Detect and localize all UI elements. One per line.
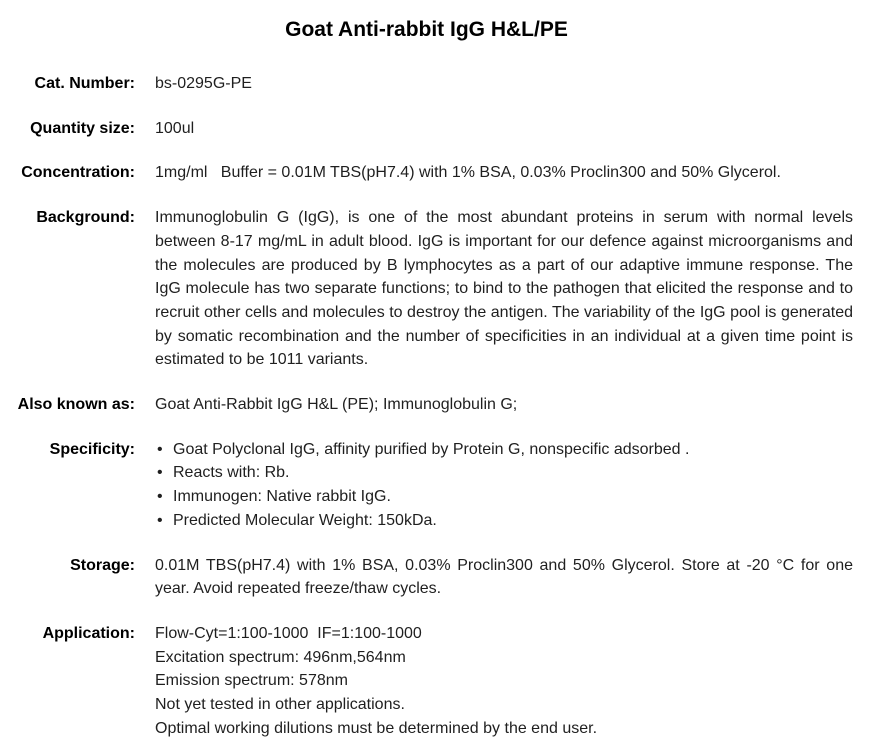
specificity-bullet-item: • Goat Polyclonal IgG, affinity purified by Protein G, nonspecific adsorbed . <box>155 438 853 462</box>
application-label: Application: <box>42 624 135 642</box>
specificity-bullet-item: • Reacts with: Rb. <box>155 461 853 485</box>
concentration-label: Concentration: <box>21 164 135 182</box>
storage-label: Storage: <box>70 556 135 574</box>
background-label: Background: <box>36 209 135 227</box>
storage-value: 0.01M TBS(pH7.4) with 1% BSA, 0.03% Proclin300 and 50% Glycerol. Store at -20 °C for one year. Avoid repeated freeze/thaw cycles. <box>155 556 853 598</box>
specificity-value <box>155 438 853 533</box>
row-concentration <box>0 161 853 185</box>
cat-number-label: Cat. Number: <box>34 75 135 92</box>
row-specificity <box>0 438 853 533</box>
application-line: Flow-Cyt=1:100-1000 IF=1:100-1000 <box>155 624 422 642</box>
row-also-known-as <box>0 393 853 417</box>
application-value <box>155 622 853 741</box>
quantity-size-value: 100ul <box>155 119 195 137</box>
also-known-as-value: Goat Anti-Rabbit IgG H&L (PE); Immunoglobulin G; <box>155 396 518 414</box>
concentration-value: 1mg/ml Buffer = 0.01M TBS(pH7.4) with 1% BSA, 0.03% Proclin300 and 50% Glycerol. <box>155 164 781 182</box>
row-quantity-size <box>0 117 853 141</box>
specificity-bullet-item: • Predicted Molecular Weight: 150kDa. <box>155 509 853 533</box>
specificity-label: Specificity: <box>49 440 135 458</box>
specificity-bullet-list <box>155 438 853 533</box>
cat-number-value: bs-0295G-PE <box>155 75 252 92</box>
background-value: Immunoglobulin G (IgG), is one of the most abundant proteins in serum with normal levels between 8-17 mg/mL in adult blood. IgG is important for our defence against microorganisms and the molecules are produced by B lymphocytes as a part of our adaptive immune response. The IgG molecule has two separate functions; to bind to the pathogen that elicited the response and to recruit other cells and molecules to destroy the antigen. The variability of the IgG pool is generated by somatic recombination and the number of specificities in an individual at a given time point is estimated to be 1011 variants. <box>155 209 853 369</box>
page-title: Goat Anti-rabbit IgG H&L/PE <box>285 18 568 41</box>
row-cat-number <box>0 72 853 96</box>
application-line: Excitation spectrum: 496nm,564nm <box>155 648 406 666</box>
row-storage <box>0 554 853 601</box>
also-known-as-label: Also known as: <box>17 396 135 414</box>
datasheet-fields <box>0 72 853 740</box>
specificity-bullet-item: • Immunogen: Native rabbit IgG. <box>155 485 853 509</box>
row-application <box>0 622 853 741</box>
row-background <box>0 206 853 372</box>
application-line: Not yet tested in other applications. <box>155 696 405 714</box>
application-line: Emission spectrum: 578nm <box>155 672 348 690</box>
quantity-size-label: Quantity size: <box>30 119 135 137</box>
application-line: Optimal working dilutions must be determined by the end user. <box>155 719 598 737</box>
